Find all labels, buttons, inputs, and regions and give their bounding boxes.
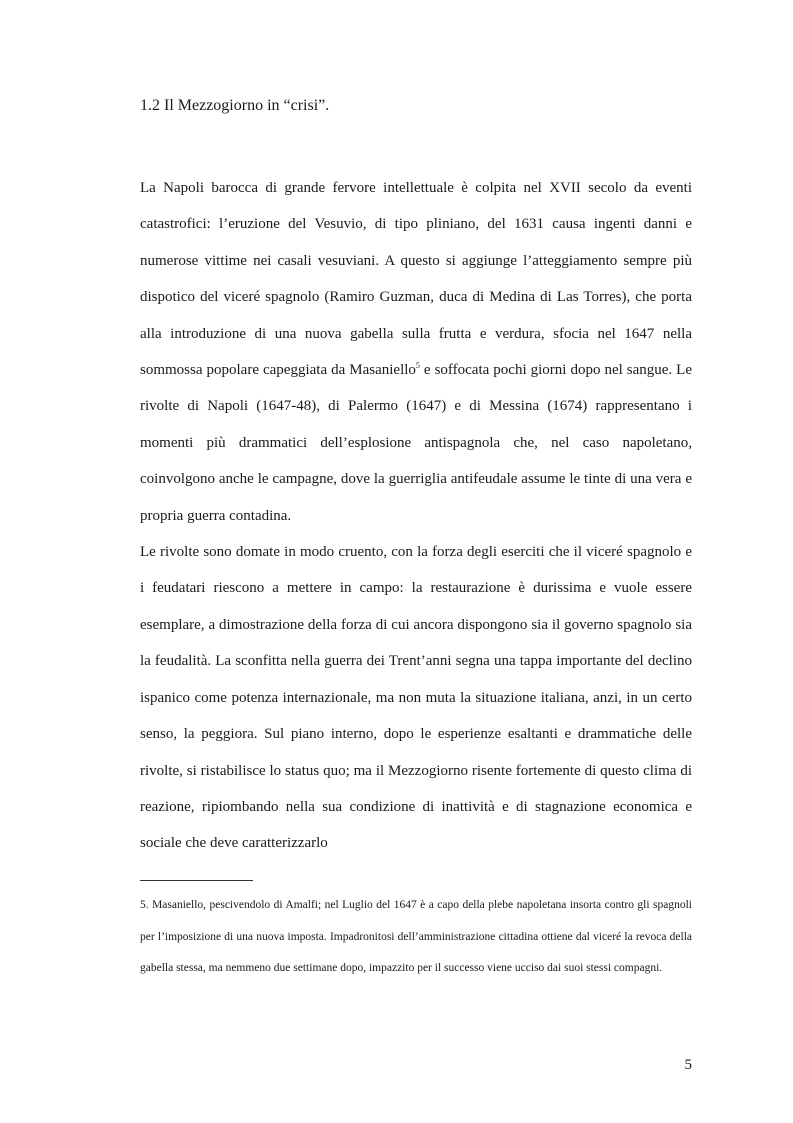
paragraph-1-text-b: e soffocata pochi giorni dopo nel sangue. Le rivolte di Napoli (1647-48), di Palermo (1647) e di Messina (1674) rappresentano i momenti più drammatici dell’esplosione antispagnola che, nel caso napoletano, coinvolgono anche le campagne, dove la guerriglia antifeudale assume le tinte di una vera e propria guerra contadina. (140, 362, 692, 524)
paragraph-1-text-a: La Napoli barocca di grande fervore intellettuale è colpita nel XVII secolo da eventi catastrofici: l’eruzione del Vesuvio, di tipo pliniano, del 1631 causa ingenti danni e numerose vittime nei casali vesuviani. A questo si aggiunge l’atteggiamento sempre più dispotico del viceré spagnolo (Ramiro Guzman, duca di Medina di Las Torres), che porta alla introduzione di una nuova gabella sulla frutta e verdura, sfocia nel 1647 nella sommossa popolare capeggiata da Masaniello (140, 180, 692, 379)
paragraph-1 (140, 170, 692, 534)
footnote-separator (140, 880, 253, 881)
paragraph-2: Le rivolte sono domate in modo cruento, con la forza degli eserciti che il viceré spagnolo e i feudatari riescono a mettere in campo: la restaurazione è durissima e vuole essere esemplare, a dimostrazione della forza di cui ancora dispongono sia il governo spagnolo sia la feudalità. La sconfitta nella guerra dei Trent’anni segna una tappa importante del declino ispanico come potenza internazionale, ma non muta la situazione italiana, anzi, in un certo senso, la peggiora. Sul piano interno, dopo le esperienze esaltanti e drammatiche delle rivolte, si ristabilisce lo status quo; ma il Mezzogiorno risente fortemente di questo clima di reazione, ripiombando nella sua condizione di inattività e di stagnazione economica e sociale che deve caratterizzarlo (140, 544, 692, 852)
page-number: 5 (684, 1057, 692, 1073)
body-text (140, 170, 692, 862)
section-heading: 1.2 Il Mezzogiorno in “crisi”. (140, 97, 330, 114)
footnote-reference: 5 (415, 361, 420, 371)
footnote-text: 5. Masaniello, pescivendolo di Amalfi; nel Luglio del 1647 è a capo della plebe napoletana insorta contro gli spagnoli per l’imposizione di una nuova imposta. Impadronitosi dell’amministrazione cittadina ottiene dal viceré la revoca della gabella stessa, ma nemmeno due settimane dopo, impazzito per il successo viene ucciso dai suoi stessi compagni. (140, 899, 692, 974)
